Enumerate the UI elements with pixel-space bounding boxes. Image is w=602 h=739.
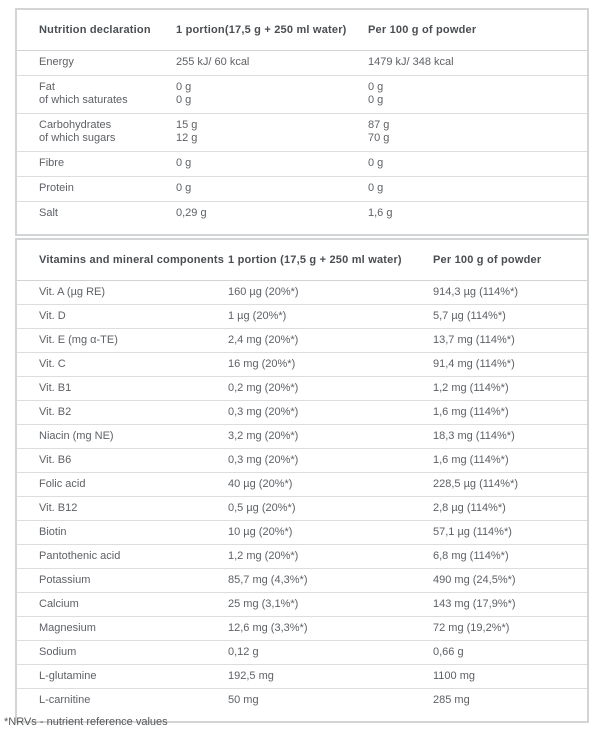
table-row [17, 640, 587, 664]
row-label: Energy [39, 56, 74, 68]
row-label: Fibre [39, 157, 65, 169]
row-value-per-100g: 5,7 µg (114%*) [433, 310, 506, 322]
row-value-per-100g: 72 mg (19,2%*) [433, 622, 510, 634]
row-label: Salt [39, 207, 58, 219]
row-label: Protein [39, 182, 74, 194]
table-row [17, 376, 587, 400]
row-value-portion: 1 µg (20%*) [228, 310, 287, 322]
row-value-per-100g: 2,8 µg (114%*) [433, 502, 506, 514]
row-value-per-100g: 914,3 µg (114%*) [433, 286, 519, 298]
row-value-portion: 25 mg (3,1%*) [228, 598, 299, 610]
row-value-per-100g: 18,3 mg (114%*) [433, 430, 515, 442]
table-row [17, 281, 587, 304]
table-row [17, 448, 587, 472]
table-row [17, 568, 587, 592]
nutrition-declaration-table [15, 8, 589, 236]
table-row [17, 176, 587, 201]
table-row [17, 328, 587, 352]
row-value-portion: 15 g 12 g [176, 119, 198, 144]
row-value-portion: 0 g [176, 182, 192, 194]
row-label: Vit. B12 [39, 502, 78, 514]
row-value-per-100g: 490 mg (24,5%*) [433, 574, 516, 586]
row-value-portion: 0 g [176, 157, 192, 169]
row-value-portion: 0 g 0 g [176, 81, 192, 106]
table-row [17, 75, 587, 113]
row-value-portion: 85,7 mg (4,3%*) [228, 574, 308, 586]
row-value-per-100g: 57,1 µg (114%*) [433, 526, 512, 538]
row-value-per-100g: 0,66 g [433, 646, 464, 658]
column-header-1-portion: 1 portion (17,5 g + 250 ml water) [228, 254, 402, 266]
row-value-portion: 40 µg (20%*) [228, 478, 293, 490]
table-row [17, 304, 587, 328]
table-row [17, 472, 587, 496]
table-row [17, 664, 587, 688]
row-label: Pantothenic acid [39, 550, 121, 562]
table-row [17, 400, 587, 424]
row-value-portion: 0,2 mg (20%*) [228, 382, 299, 394]
row-value-portion: 160 µg (20%*) [228, 286, 299, 298]
row-label: Sodium [39, 646, 77, 658]
row-label: Fat of which saturates [39, 81, 128, 106]
row-value-portion: 12,6 mg (3,3%*) [228, 622, 308, 634]
row-label: Carbohydrates of which sugars [39, 119, 116, 144]
row-label: Vit. B2 [39, 406, 72, 418]
row-value-portion: 2,4 mg (20%*) [228, 334, 299, 346]
row-value-per-100g: 0 g 0 g [368, 81, 384, 106]
row-value-per-100g: 0 g [368, 182, 384, 194]
row-value-per-100g: 6,8 mg (114%*) [433, 550, 509, 562]
row-label: Calcium [39, 598, 79, 610]
row-value-portion: 10 µg (20%*) [228, 526, 293, 538]
table-row [17, 592, 587, 616]
table-row [17, 151, 587, 176]
row-value-portion: 1,2 mg (20%*) [228, 550, 299, 562]
vitamins-minerals-table [15, 238, 589, 723]
row-label: Magnesium [39, 622, 96, 634]
row-label: Vit. D [39, 310, 66, 322]
row-value-per-100g: 285 mg [433, 694, 470, 706]
table-row [17, 544, 587, 568]
row-value-portion: 0,3 mg (20%*) [228, 406, 299, 418]
nrv-footnote: *NRVs - nutrient reference values [4, 716, 168, 728]
row-value-portion: 255 kJ/ 60 kcal [176, 56, 250, 68]
row-value-portion: 0,3 mg (20%*) [228, 454, 299, 466]
column-header-per-100g: Per 100 g of powder [368, 24, 477, 36]
column-header-vitamins-minerals: Vitamins and mineral components [39, 254, 225, 266]
row-value-per-100g: 13,7 mg (114%*) [433, 334, 515, 346]
row-label: Potassium [39, 574, 91, 586]
row-label: Folic acid [39, 478, 86, 490]
row-value-per-100g: 87 g 70 g [368, 119, 390, 144]
row-value-portion: 192,5 mg [228, 670, 274, 682]
row-value-per-100g: 1,2 mg (114%*) [433, 382, 509, 394]
row-value-portion: 0,29 g [176, 207, 207, 219]
row-label: Vit. A (µg RE) [39, 286, 106, 298]
table-row [17, 201, 587, 234]
row-label: Vit. B1 [39, 382, 72, 394]
row-value-per-100g: 143 mg (17,9%*) [433, 598, 516, 610]
table-row [17, 520, 587, 544]
row-value-portion: 50 mg [228, 694, 259, 706]
nutrition-table-body [17, 51, 587, 234]
table-header-row [17, 240, 587, 281]
table-row [17, 113, 587, 151]
row-label: L-glutamine [39, 670, 97, 682]
row-value-per-100g: 1100 mg [433, 670, 475, 682]
table-row [17, 616, 587, 640]
row-value-portion: 0,12 g [228, 646, 259, 658]
row-label: L-carnitine [39, 694, 91, 706]
vitamins-table-body [17, 281, 587, 721]
row-label: Vit. C [39, 358, 66, 370]
row-value-per-100g: 228,5 µg (114%*) [433, 478, 519, 490]
row-label: Biotin [39, 526, 67, 538]
row-label: Niacin (mg NE) [39, 430, 114, 442]
table-row [17, 51, 587, 75]
row-value-per-100g: 1,6 mg (114%*) [433, 454, 509, 466]
row-value-per-100g: 1,6 g [368, 207, 393, 219]
column-header-per-100g: Per 100 g of powder [433, 254, 542, 266]
row-value-per-100g: 1,6 mg (114%*) [433, 406, 509, 418]
table-header-row [17, 10, 587, 51]
row-label: Vit. E (mg α-TE) [39, 334, 118, 346]
column-header-nutrition-declaration: Nutrition declaration [39, 24, 151, 36]
table-row [17, 496, 587, 520]
row-label: Vit. B6 [39, 454, 72, 466]
row-value-portion: 3,2 mg (20%*) [228, 430, 299, 442]
row-value-per-100g: 0 g [368, 157, 384, 169]
row-value-portion: 16 mg (20%*) [228, 358, 296, 370]
table-row [17, 424, 587, 448]
row-value-portion: 0,5 µg (20%*) [228, 502, 296, 514]
table-row [17, 352, 587, 376]
row-value-per-100g: 1479 kJ/ 348 kcal [368, 56, 454, 68]
row-value-per-100g: 91,4 mg (114%*) [433, 358, 515, 370]
column-header-1-portion: 1 portion(17,5 g + 250 ml water) [176, 24, 347, 36]
